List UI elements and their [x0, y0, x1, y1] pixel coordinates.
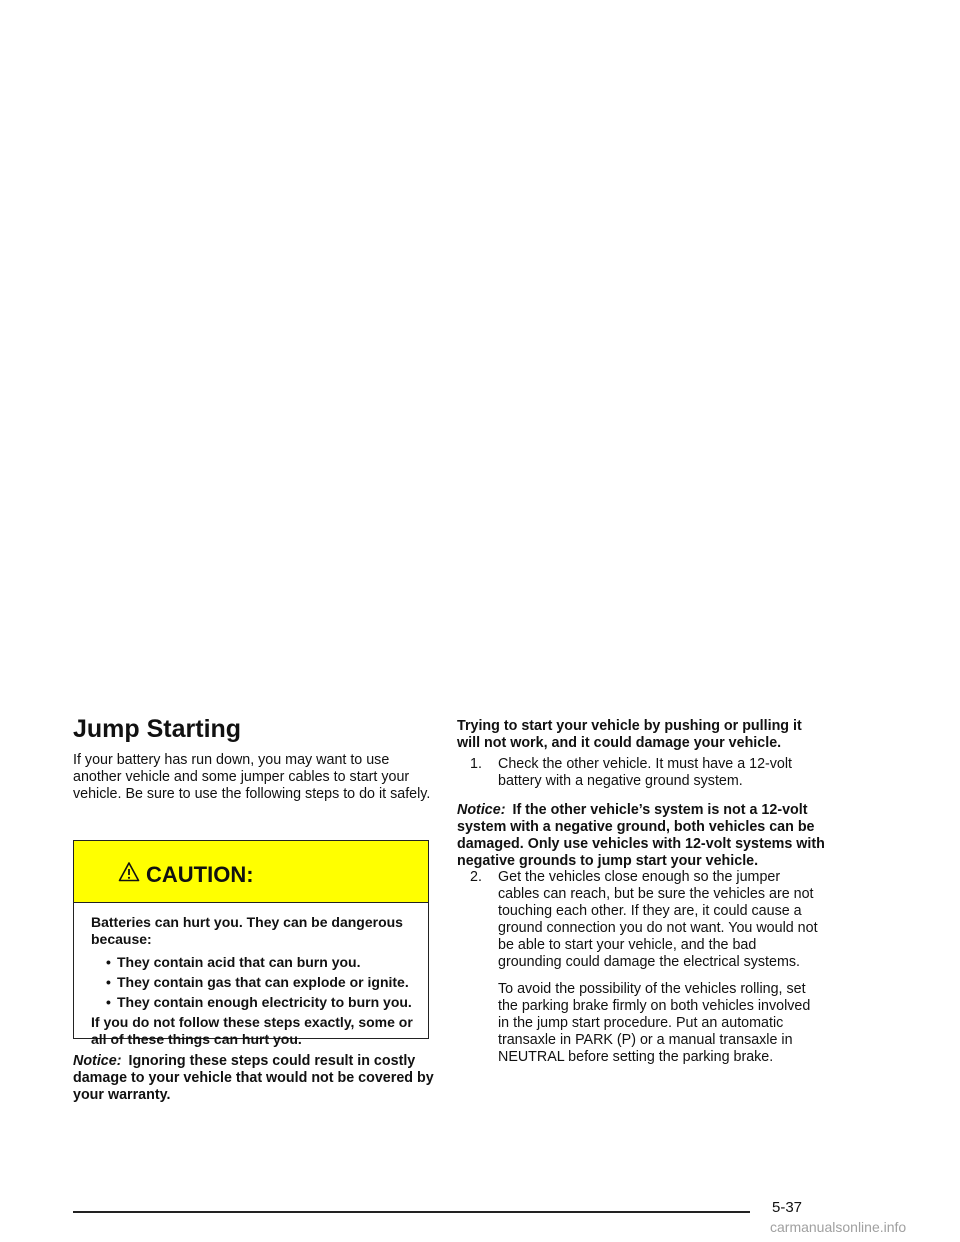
caution-body [91, 914, 421, 1048]
section-title: Jump Starting [73, 715, 242, 743]
pushing-warning: Trying to start your vehicle by pushing or pulling it will not work, and it could damage your vehicle. [457, 718, 802, 751]
notice-paragraph-2 [457, 802, 825, 870]
caution-bullet-list [91, 954, 421, 1011]
warning-triangle-icon [118, 861, 140, 888]
intro-paragraph: If your battery has run down, you may want to use another vehicle and some jumper cables to start your vehicle. Be sure to use the following steps to do it safely. [73, 752, 431, 802]
step-number: 2. [470, 869, 482, 885]
caution-closing: If you do not follow these steps exactly, some or all of these things can hurt you. [91, 1014, 413, 1047]
step-number: 1. [470, 756, 482, 772]
list-item: • They contain acid that can burn you. [106, 954, 361, 970]
list-item: • They contain gas that can explode or ignite. [106, 974, 409, 990]
watermark: carmanualsonline.info [770, 1219, 907, 1235]
page-number: 5-37 [772, 1199, 803, 1216]
notice-paragraph [73, 1053, 443, 1104]
parking-brake-paragraph: To avoid the possibility of the vehicles rolling, set the parking brake firmly on both vehicles involved in the jump start procedure. Put an automatic transaxle in PARK (P) or a manual transaxle in NEUTRAL before setting the parking brake. [498, 981, 811, 1065]
step-1 [470, 756, 820, 790]
notice-label: Notice: [457, 802, 506, 818]
caution-header [74, 841, 428, 903]
list-item: • They contain enough electricity to burn you. [106, 994, 412, 1010]
footer-rule [73, 1211, 750, 1213]
step-text: Get the vehicles close enough so the jumper cables can reach, but be sure the vehicles are not touching each other. If they are, it could cause a ground connection you do not want. You would not be able to start your vehicle, and the bad grounding could damage the electrical systems. [498, 869, 818, 970]
caution-intro: Batteries can hurt you. They can be dangerous because: [91, 914, 403, 947]
notice-text: If the other vehicle’s system is not a 12-volt system with a negative ground, both vehicles can be damaged. Only use vehicles with 12-volt systems with negative grounds to jump start your vehicle. [457, 802, 825, 869]
step-text: Check the other vehicle. It must have a 12-volt battery with a negative ground system. [498, 756, 793, 789]
notice-text: Ignoring these steps could result in costly damage to your vehicle that would not be covered by your warranty. [73, 1053, 434, 1103]
step-2 [470, 869, 820, 971]
notice-label: Notice: [73, 1053, 122, 1069]
caution-box [73, 840, 429, 1047]
caution-title: CAUTION: [146, 862, 254, 887]
